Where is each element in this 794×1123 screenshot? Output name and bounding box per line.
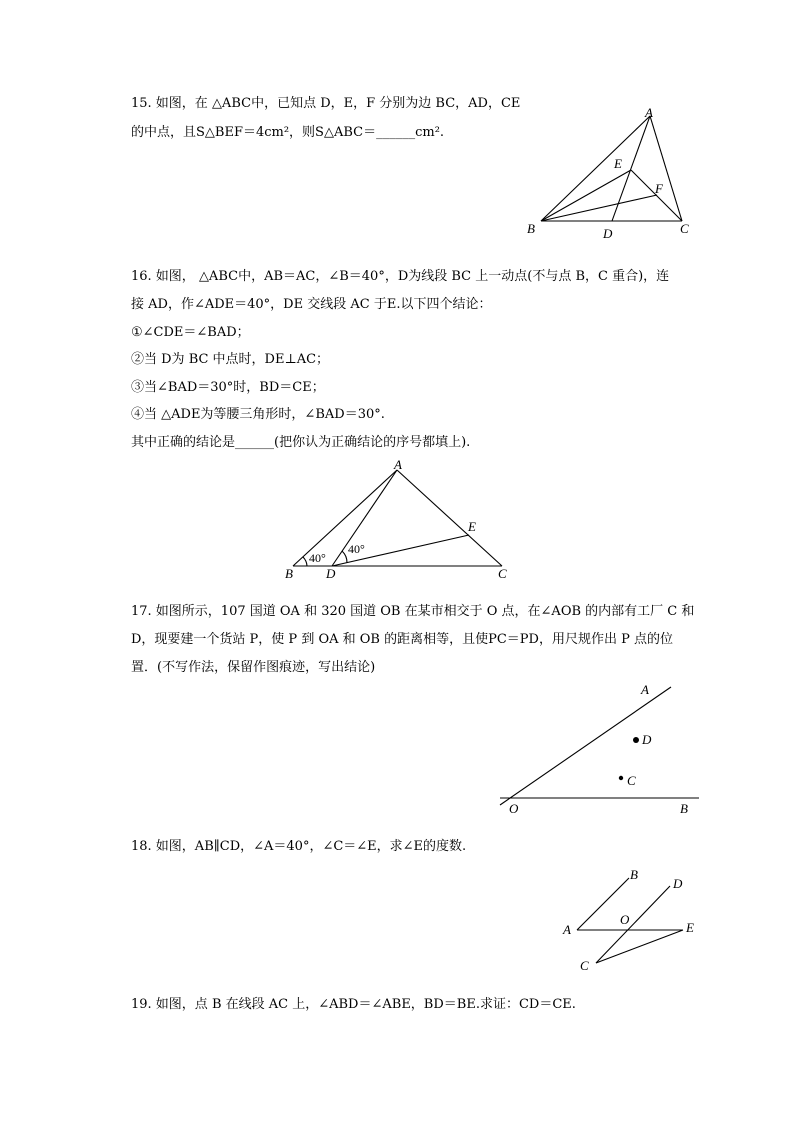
q18-label-a: A — [563, 922, 571, 937]
q15-label-c: C — [680, 221, 689, 236]
q16-line-1: 16. 如图， △ABC中，AB＝AC，∠B＝40°，D为线段 BC 上一动点(不与点 B，C 重合)，连 — [131, 269, 670, 284]
q16-conclusion-4: ④当 △ADE为等腰三角形时，∠BAD＝30°. — [131, 407, 385, 422]
q18-seg-ce — [596, 930, 683, 963]
q16-conclusion-2: ②当 D为 BC 中点时，DE⊥AC； — [131, 352, 330, 367]
q16-seg-ac — [397, 470, 502, 566]
q16-angle-d-label: 40° — [348, 542, 365, 556]
q16-answer-line: 其中正确的结论是______(把你认为正确结论的序号都填上). — [131, 435, 471, 450]
q18-label-b: B — [630, 867, 638, 882]
q17-line-2: D，现要建一个货站 P，使 P 到 OA 和 OB 的距离相等，且使PC＝PD，用尺规作出 P 点的位 — [131, 632, 673, 647]
q16-angle-b-label: 40° — [309, 551, 326, 565]
q17-line-1: 17. 如图所示，107 国道 OA 和 320 国道 OB 在某市相交于 O 点，在∠AOB 的内部有工厂 C 和 — [131, 604, 695, 619]
q16-angle-d-arc — [342, 551, 347, 563]
q15-label-b: B — [527, 221, 535, 236]
q15-label-e: E — [614, 156, 622, 171]
q18-label-d: D — [673, 876, 683, 891]
q16-conclusion-3: ③当∠BAD＝30°时，BD＝CE； — [131, 380, 325, 395]
q17-point-c — [619, 776, 623, 780]
q19-line-1: 19. 如图，点 B 在线段 AC 上，∠ABD＝∠ABE，BD＝BE.求证：CD＝CE. — [131, 997, 576, 1012]
q16-label-d: D — [326, 566, 336, 581]
q15-label-f: F — [655, 181, 663, 196]
q16-label-e: E — [468, 519, 476, 534]
q16-line-2: 接 AD，作∠ADE＝40°，DE 交线段 AC 于E.以下四个结论： — [131, 297, 492, 312]
q16-label-c: C — [498, 566, 507, 581]
q16-angle-b-arc — [303, 557, 307, 566]
q17-angle-figure — [495, 675, 705, 820]
q17-label-b: B — [680, 801, 688, 816]
q18-seg-cd — [596, 886, 670, 963]
q16-label-b: B — [285, 566, 293, 581]
q18-label-c: C — [580, 958, 589, 973]
q18-parallel-figure — [555, 865, 705, 975]
q15-line-1: 15. 如图，在 △ABC中，已知点 D，E，F 分别为边 BC，AD，CE — [131, 96, 521, 111]
q16-triangle-figure — [280, 455, 520, 585]
q15-triangle-figure — [520, 100, 700, 245]
q17-point-d — [633, 737, 639, 743]
q15-label-a: A — [645, 105, 653, 120]
q17-line-3: 置．(不写作法，保留作图痕迹，写出结论) — [131, 660, 376, 675]
q17-label-d: D — [642, 732, 652, 747]
q17-label-c: C — [627, 773, 636, 788]
q17-label-o: O — [509, 801, 519, 816]
q16-conclusion-1: ①∠CDE＝∠BAD； — [131, 325, 250, 340]
q17-label-a: A — [641, 682, 649, 697]
q16-label-a: A — [394, 457, 402, 472]
q18-line-1: 18. 如图，AB∥CD，∠A＝40°，∠C＝∠E，求∠E的度数. — [131, 839, 467, 854]
q18-label-o: O — [620, 912, 630, 927]
q15-seg-bf — [541, 195, 657, 221]
q15-seg-ab — [541, 116, 650, 221]
q18-label-e: E — [686, 920, 694, 935]
q15-line-2: 的中点，且S△BEF＝4cm²，则S△ABC＝______cm². — [131, 125, 445, 140]
q15-label-d: D — [603, 226, 613, 241]
